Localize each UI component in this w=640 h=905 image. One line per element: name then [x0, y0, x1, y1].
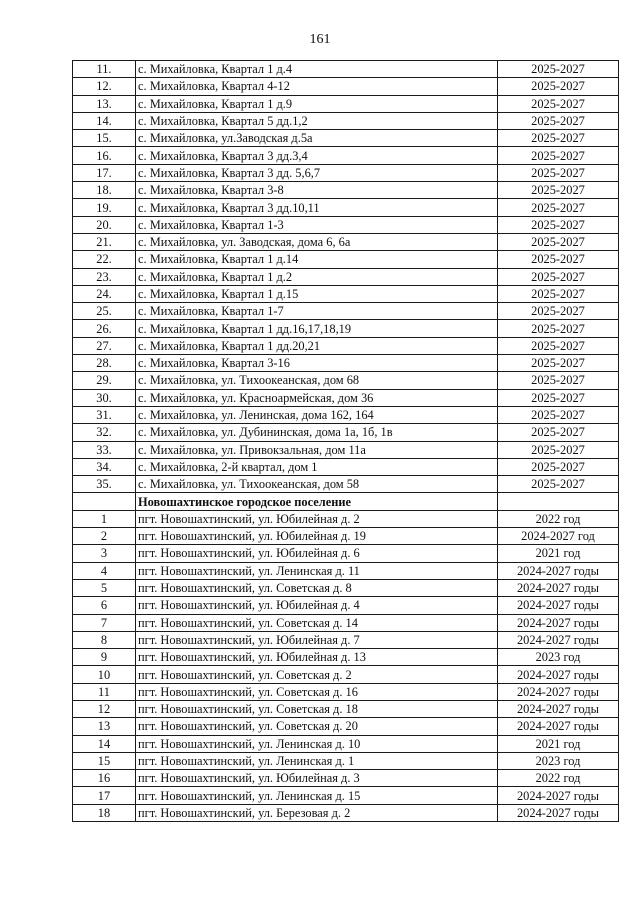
- period-cell: 2025-2027: [498, 268, 619, 285]
- table-row: [73, 164, 619, 181]
- row-number-cell: 15.: [73, 130, 136, 147]
- table-row: [73, 95, 619, 112]
- table-row: [73, 787, 619, 804]
- address-cell: с. Михайловка, Квартал 3 дд.10,11: [136, 199, 498, 216]
- address-cell: с. Михайловка, ул. Красноармейская, дом 36: [136, 389, 498, 406]
- address-cell: пгт. Новошахтинский, ул. Березовая д. 2: [136, 804, 498, 821]
- row-number-cell: 27.: [73, 337, 136, 354]
- row-number-cell: 3: [73, 545, 136, 562]
- address-cell: с. Михайловка, Квартал 3-8: [136, 182, 498, 199]
- table-row: [73, 683, 619, 700]
- row-number-cell: 15: [73, 752, 136, 769]
- address-cell: с. Михайловка, ул. Тихоокеанская, дом 58: [136, 476, 498, 493]
- period-cell: 2021 год: [498, 545, 619, 562]
- table-row: [73, 78, 619, 95]
- address-cell: пгт. Новошахтинский, ул. Юбилейная д. 3: [136, 770, 498, 787]
- period-cell: 2025-2027: [498, 424, 619, 441]
- table-row: [73, 510, 619, 527]
- period-cell: 2025-2027: [498, 406, 619, 423]
- row-number-cell: 34.: [73, 458, 136, 475]
- period-cell: 2025-2027: [498, 337, 619, 354]
- address-cell: пгт. Новошахтинский, ул. Юбилейная д. 4: [136, 597, 498, 614]
- table-row: [73, 112, 619, 129]
- period-cell: 2024-2027 годы: [498, 597, 619, 614]
- period-cell: 2022 год: [498, 510, 619, 527]
- address-cell: с. Михайловка, Квартал 3 дд.3,4: [136, 147, 498, 164]
- address-cell: пгт. Новошахтинский, ул. Юбилейная д. 19: [136, 528, 498, 545]
- address-cell: пгт. Новошахтинский, ул. Ленинская д. 1: [136, 752, 498, 769]
- period-cell: 2024-2027 годы: [498, 700, 619, 717]
- period-cell: 2025-2027: [498, 303, 619, 320]
- row-number-cell: 1: [73, 510, 136, 527]
- row-number-cell: 8: [73, 631, 136, 648]
- section-header-period-cell: [498, 493, 619, 510]
- address-cell: с. Михайловка, Квартал 1 д.15: [136, 285, 498, 302]
- period-cell: 2024-2027 годы: [498, 562, 619, 579]
- address-cell: с. Михайловка, ул. Тихоокеанская, дом 68: [136, 372, 498, 389]
- table-row: [73, 233, 619, 250]
- period-cell: 2025-2027: [498, 112, 619, 129]
- period-cell: 2024-2027 годы: [498, 787, 619, 804]
- period-cell: 2025-2027: [498, 441, 619, 458]
- period-cell: 2025-2027: [498, 199, 619, 216]
- table-row: [73, 251, 619, 268]
- address-cell: с. Михайловка, Квартал 4-12: [136, 78, 498, 95]
- table-row: [73, 372, 619, 389]
- row-number-cell: 35.: [73, 476, 136, 493]
- address-cell: с. Михайловка, Квартал 1 д.4: [136, 61, 498, 78]
- row-number-cell: 10: [73, 666, 136, 683]
- period-cell: 2024-2027 годы: [498, 683, 619, 700]
- section-header-row: [73, 493, 619, 510]
- table-row: [73, 441, 619, 458]
- row-number-cell: 18: [73, 804, 136, 821]
- row-number-cell: 30.: [73, 389, 136, 406]
- page-number: 161: [309, 32, 331, 47]
- row-number-cell: 29.: [73, 372, 136, 389]
- table-row: [73, 424, 619, 441]
- row-number-cell: 21.: [73, 233, 136, 250]
- row-number-cell: 11: [73, 683, 136, 700]
- period-cell: 2025-2027: [498, 251, 619, 268]
- housing-register-table: [72, 60, 619, 822]
- period-cell: 2024-2027 годы: [498, 614, 619, 631]
- table-row: [73, 406, 619, 423]
- period-cell: 2025-2027: [498, 130, 619, 147]
- address-cell: пгт. Новошахтинский, ул. Советская д. 8: [136, 579, 498, 596]
- address-cell: пгт. Новошахтинский, ул. Ленинская д. 11: [136, 562, 498, 579]
- section-header-num-cell: [73, 493, 136, 510]
- table-row: [73, 61, 619, 78]
- address-cell: пгт. Новошахтинский, ул. Ленинская д. 10: [136, 735, 498, 752]
- period-cell: 2022 год: [498, 770, 619, 787]
- address-cell: пгт. Новошахтинский, ул. Советская д. 20: [136, 718, 498, 735]
- row-number-cell: 6: [73, 597, 136, 614]
- table-row: [73, 458, 619, 475]
- address-cell: с. Михайловка, ул. Привокзальная, дом 11а: [136, 441, 498, 458]
- row-number-cell: 5: [73, 579, 136, 596]
- row-number-cell: 32.: [73, 424, 136, 441]
- table-row: [73, 700, 619, 717]
- table-row: [73, 752, 619, 769]
- period-cell: 2025-2027: [498, 285, 619, 302]
- table-row: [73, 182, 619, 199]
- address-cell: пгт. Новошахтинский, ул. Советская д. 16: [136, 683, 498, 700]
- row-number-cell: 14.: [73, 112, 136, 129]
- period-cell: 2024-2027 годы: [498, 718, 619, 735]
- period-cell: 2023 год: [498, 649, 619, 666]
- address-cell: с. Михайловка, Квартал 1 дд.16,17,18,19: [136, 320, 498, 337]
- period-cell: 2025-2027: [498, 355, 619, 372]
- table-row: [73, 718, 619, 735]
- table-row: [73, 130, 619, 147]
- address-cell: с. Михайловка, Квартал 1 д.14: [136, 251, 498, 268]
- table-row: [73, 528, 619, 545]
- table-row: [73, 649, 619, 666]
- row-number-cell: 20.: [73, 216, 136, 233]
- row-number-cell: 24.: [73, 285, 136, 302]
- address-cell: пгт. Новошахтинский, ул. Юбилейная д. 13: [136, 649, 498, 666]
- address-cell: с. Михайловка, 2-й квартал, дом 1: [136, 458, 498, 475]
- address-cell: пгт. Новошахтинский, ул. Советская д. 14: [136, 614, 498, 631]
- table-row: [73, 666, 619, 683]
- address-cell: с. Михайловка, Квартал 1-7: [136, 303, 498, 320]
- period-cell: 2025-2027: [498, 182, 619, 199]
- table-row: [73, 285, 619, 302]
- table-row: [73, 770, 619, 787]
- row-number-cell: 14: [73, 735, 136, 752]
- table-row: [73, 199, 619, 216]
- row-number-cell: 16.: [73, 147, 136, 164]
- address-cell: с. Михайловка, Квартал 5 дд.1,2: [136, 112, 498, 129]
- period-cell: 2025-2027: [498, 372, 619, 389]
- row-number-cell: 17.: [73, 164, 136, 181]
- row-number-cell: 7: [73, 614, 136, 631]
- row-number-cell: 17: [73, 787, 136, 804]
- row-number-cell: 18.: [73, 182, 136, 199]
- table-row: [73, 562, 619, 579]
- table-row: [73, 735, 619, 752]
- table-row: [73, 320, 619, 337]
- address-cell: с. Михайловка, ул.Заводская д.5а: [136, 130, 498, 147]
- row-number-cell: 2: [73, 528, 136, 545]
- row-number-cell: 16: [73, 770, 136, 787]
- table-row: [73, 268, 619, 285]
- table-body: [73, 61, 619, 822]
- row-number-cell: 13.: [73, 95, 136, 112]
- address-cell: с. Михайловка, Квартал 1 д.2: [136, 268, 498, 285]
- period-cell: 2025-2027: [498, 78, 619, 95]
- period-cell: 2024-2027 годы: [498, 579, 619, 596]
- row-number-cell: 33.: [73, 441, 136, 458]
- table-row: [73, 476, 619, 493]
- period-cell: 2025-2027: [498, 233, 619, 250]
- period-cell: 2025-2027: [498, 95, 619, 112]
- table-row: [73, 216, 619, 233]
- row-number-cell: 23.: [73, 268, 136, 285]
- row-number-cell: 25.: [73, 303, 136, 320]
- period-cell: 2025-2027: [498, 216, 619, 233]
- address-cell: с. Михайловка, Квартал 3 дд. 5,6,7: [136, 164, 498, 181]
- period-cell: 2025-2027: [498, 61, 619, 78]
- row-number-cell: 26.: [73, 320, 136, 337]
- address-cell: пгт. Новошахтинский, ул. Юбилейная д. 2: [136, 510, 498, 527]
- section-title: Новошахтинское городское поселение: [136, 493, 498, 510]
- period-cell: 2023 год: [498, 752, 619, 769]
- table-row: [73, 355, 619, 372]
- address-cell: пгт. Новошахтинский, ул. Ленинская д. 15: [136, 787, 498, 804]
- row-number-cell: 28.: [73, 355, 136, 372]
- period-cell: 2025-2027: [498, 320, 619, 337]
- table-row: [73, 337, 619, 354]
- address-cell: с. Михайловка, Квартал 1-3: [136, 216, 498, 233]
- table-row: [73, 545, 619, 562]
- table-row: [73, 804, 619, 821]
- table-row: [73, 147, 619, 164]
- row-number-cell: 11.: [73, 61, 136, 78]
- address-cell: с. Михайловка, Квартал 3-16: [136, 355, 498, 372]
- row-number-cell: 19.: [73, 199, 136, 216]
- row-number-cell: 9: [73, 649, 136, 666]
- address-cell: пгт. Новошахтинский, ул. Советская д. 2: [136, 666, 498, 683]
- period-cell: 2025-2027: [498, 147, 619, 164]
- row-number-cell: 22.: [73, 251, 136, 268]
- table-row: [73, 389, 619, 406]
- period-cell: 2025-2027: [498, 458, 619, 475]
- row-number-cell: 13: [73, 718, 136, 735]
- address-cell: с. Михайловка, Квартал 1 дд.20,21: [136, 337, 498, 354]
- address-cell: пгт. Новошахтинский, ул. Юбилейная д. 6: [136, 545, 498, 562]
- row-number-cell: 12: [73, 700, 136, 717]
- period-cell: 2024-2027 годы: [498, 631, 619, 648]
- period-cell: 2025-2027: [498, 476, 619, 493]
- address-cell: с. Михайловка, ул. Дубининская, дома 1а, 1б, 1в: [136, 424, 498, 441]
- table-row: [73, 631, 619, 648]
- period-cell: 2024-2027 годы: [498, 804, 619, 821]
- address-cell: пгт. Новошахтинский, ул. Советская д. 18: [136, 700, 498, 717]
- table-row: [73, 614, 619, 631]
- address-cell: с. Михайловка, Квартал 1 д.9: [136, 95, 498, 112]
- table-row: [73, 597, 619, 614]
- address-cell: с. Михайловка, ул. Ленинская, дома 162, 164: [136, 406, 498, 423]
- period-cell: 2021 год: [498, 735, 619, 752]
- row-number-cell: 4: [73, 562, 136, 579]
- period-cell: 2024-2027 годы: [498, 666, 619, 683]
- table-row: [73, 303, 619, 320]
- period-cell: 2025-2027: [498, 164, 619, 181]
- table-row: [73, 579, 619, 596]
- address-cell: пгт. Новошахтинский, ул. Юбилейная д. 7: [136, 631, 498, 648]
- row-number-cell: 12.: [73, 78, 136, 95]
- row-number-cell: 31.: [73, 406, 136, 423]
- address-cell: с. Михайловка, ул. Заводская, дома 6, 6а: [136, 233, 498, 250]
- period-cell: 2024-2027 год: [498, 528, 619, 545]
- period-cell: 2025-2027: [498, 389, 619, 406]
